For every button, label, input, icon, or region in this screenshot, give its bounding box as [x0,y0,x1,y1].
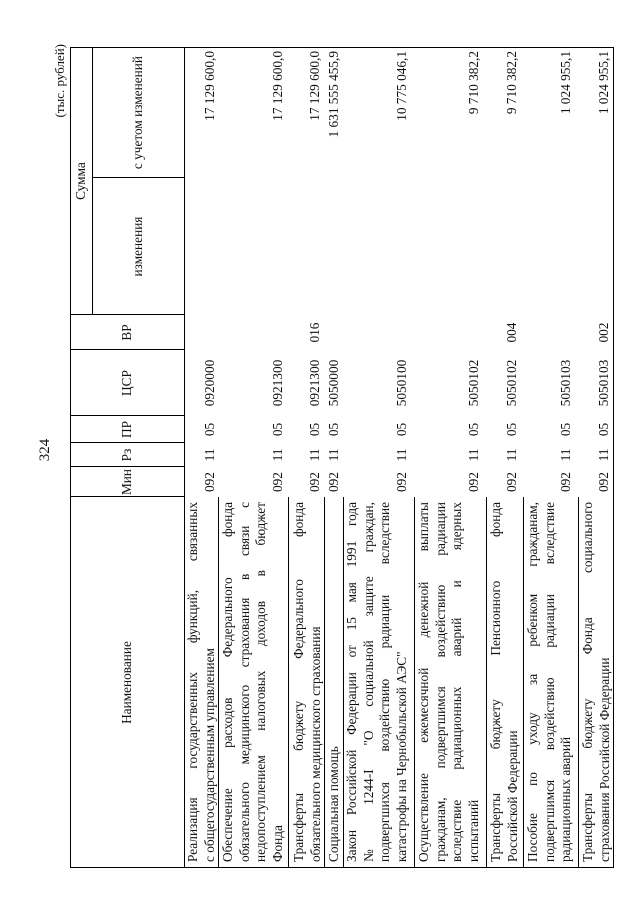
table-row-rz: 11 [558,448,573,462]
table-row-csr: 5050102 [466,359,481,407]
row-divider [486,497,487,868]
table-row-pr: 05 [504,422,519,437]
header-with-changes: с учетом изменений [129,55,145,170]
table-row-pr: 05 [596,422,611,437]
header-rz: Рз [118,448,134,462]
table-row-pr: 05 [558,422,573,437]
header-bottom-rule [184,47,185,868]
table-row-rz: 11 [466,448,481,462]
table-row-name: Обеспечение расходов Федерального фонда обязательного медицинского страхования в связи с недопоступлением налоговых доходов в бюджет Фонда [220,502,285,862]
table-row-with-changes: 9 710 382,2 [466,51,481,115]
table-row-rz: 11 [326,448,341,462]
header-changes: изменения [129,216,145,277]
table-row-vr: 016 [307,322,322,343]
table-row-with-changes: 10 775 046,1 [394,51,409,121]
table-row-min: 092 [394,472,409,492]
table-row-rz: 11 [596,448,611,462]
row-divider [523,497,524,868]
table-row-with-changes: 17 129 600,0 [307,51,322,121]
table-row-csr: 0921300 [270,359,285,407]
table-row-min: 092 [466,472,481,492]
table-row-name: Трансферты бюджету Фонда социального страхования Российской Федерации [580,502,612,862]
table-row-csr: 0921300 [307,359,322,407]
table-row-rz: 11 [307,448,322,462]
header-vr: ВР [118,324,134,341]
table-row-pr: 05 [326,422,341,437]
table-row-pr: 05 [394,422,409,437]
table-row-min: 092 [326,472,341,492]
table-row-csr: 5050103 [596,359,611,407]
table-row-vr: 002 [596,322,611,343]
page-number: 324 [37,438,53,462]
col-divider [70,415,184,416]
col-divider [70,496,184,497]
row-divider [578,497,579,868]
table-row-with-changes: 1 024 955,1 [558,51,573,115]
table-row-min: 092 [202,472,217,492]
table-row-rz: 11 [504,448,519,462]
table-row-csr: 5050100 [394,359,409,407]
border-top [70,47,71,868]
table-row-pr: 05 [307,422,322,437]
table-row-csr: 0920000 [202,359,217,407]
col-divider [92,177,184,178]
table-row-with-changes: 9 710 382,2 [504,51,519,115]
table-row-rz: 11 [270,448,285,462]
col-divider [70,349,184,350]
table-row-pr: 05 [270,422,285,437]
table-row-name: Реализация государственных функций, связанных с общегосударственным управлением [185,502,217,862]
row-divider [343,497,344,868]
col-divider [70,314,184,315]
units-label: (тыс. рублей) [52,44,67,118]
table-row-vr: 004 [504,322,519,343]
table-row-name: Трансферты бюджету Федерального фонда обязательного медицинского страхования [291,502,323,862]
table-row-with-changes: 17 129 600,0 [270,51,285,121]
table-row-min: 092 [596,472,611,492]
border-left [70,867,614,868]
table-row-csr: 5050102 [504,359,519,407]
table-row-name: Осуществление ежемесячной денежной выплаты гражданам, подвергшимся воздействию радиации вследствие радиационных аварий и ядерных испытаний [416,502,481,862]
table-row-with-changes: 1 631 555 455,9 [326,51,341,138]
table-row-name: Пособие по уходу за ребенком гражданам, подвергшимся воздействию радиации вследствие радиационных аварий [525,502,573,862]
header-csr: ЦСР [118,370,134,396]
table-row-min: 092 [558,472,573,492]
table-row-pr: 05 [202,422,217,437]
table-row-with-changes: 17 129 600,0 [202,51,217,121]
table-row-csr: 5050103 [558,359,573,407]
col-divider [70,442,184,443]
summa-divider [92,47,93,315]
table-row-min: 092 [307,472,322,492]
row-divider [324,497,325,868]
border-bottom [613,47,614,868]
table-row-pr: 05 [466,422,481,437]
table-row-with-changes: 1 024 955,1 [596,51,611,115]
border-right [70,47,614,48]
header-summa: Сумма [72,162,88,200]
table-row-name: Социальная помощь [326,746,341,862]
table-row-name: Закон Российской Федерации от 15 мая 1991 года № 1244-I "О социальной защите граждан, подвергшихся воздействию радиации вследствие катастрофы на Чернобыльской АЭС" [344,502,409,862]
table-row-csr: 5050000 [326,359,341,407]
table-row-min: 092 [504,472,519,492]
header-pr: ПР [118,421,134,438]
col-divider [70,466,184,467]
table-row-rz: 11 [202,448,217,462]
row-divider [218,497,219,868]
table-row-rz: 11 [394,448,409,462]
header-min: Мин [118,468,134,496]
table-row-name: Трансферты бюджету Пенсионного фонда Российской Федерации [488,502,520,862]
row-divider [288,497,289,868]
table-row-min: 092 [270,472,285,492]
budget-table [70,47,614,868]
row-divider [414,497,415,868]
header-name: Наименование [118,641,134,724]
